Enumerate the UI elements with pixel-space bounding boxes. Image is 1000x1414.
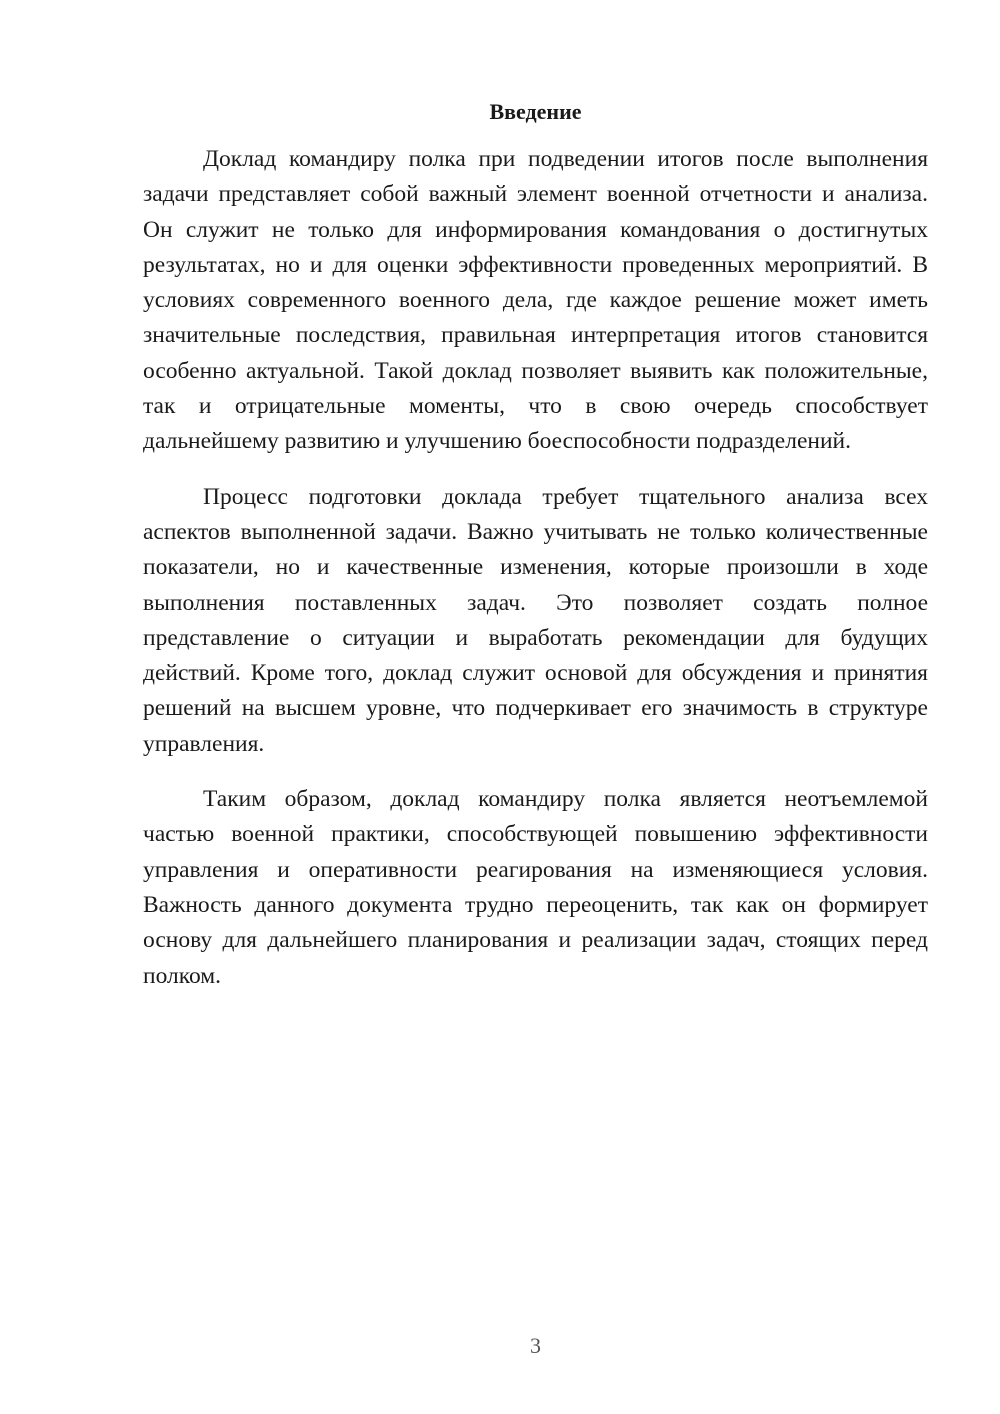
- page-number: 3: [530, 1333, 541, 1358]
- section-heading: Введение: [489, 99, 582, 124]
- paragraph-1: Доклад командиру полка при подведении итогов после выполнения задачи представляет собой важный элемент военной отчетности и анализа. Он служит не только для информирования командования о достигнутых результатах, но и для оценки эффективности проведенных мероприятий. В условиях современного военного дела, где каждое решение может иметь значительные последствия, правильная интерпретация итогов становится особенно актуальной. Такой доклад позволяет выявить как положительные, так и отрицательные моменты, что в свою очередь способствует дальнейшему развитию и улучшению боеспособности подразделений.: [143, 146, 928, 455]
- paragraph-3: Таким образом, доклад командиру полка является неотъемлемой частью военной практики, способствующей повышению эффективности управления и оперативности реагирования на изменяющиеся условия. Важность данного документа трудно переоценить, так как он формирует основу для дальнейшего планирования и реализации задач, стоящих перед полком.: [143, 786, 928, 989]
- paragraph-2: Процесс подготовки доклада требует тщательного анализа всех аспектов выполненной задачи. Важно учитывать не только количественные показатели, но и качественные изменения, которые произошли в ходе выполнения поставленных задач. Это позволяет создать полное представление о ситуации и выработать рекомендации для будущих действий. Кроме того, доклад служит основой для обсуждения и принятия решений на высшем уровне, что подчеркивает его значимость в структуре управления.: [143, 483, 928, 757]
- body-text: [143, 142, 928, 1014]
